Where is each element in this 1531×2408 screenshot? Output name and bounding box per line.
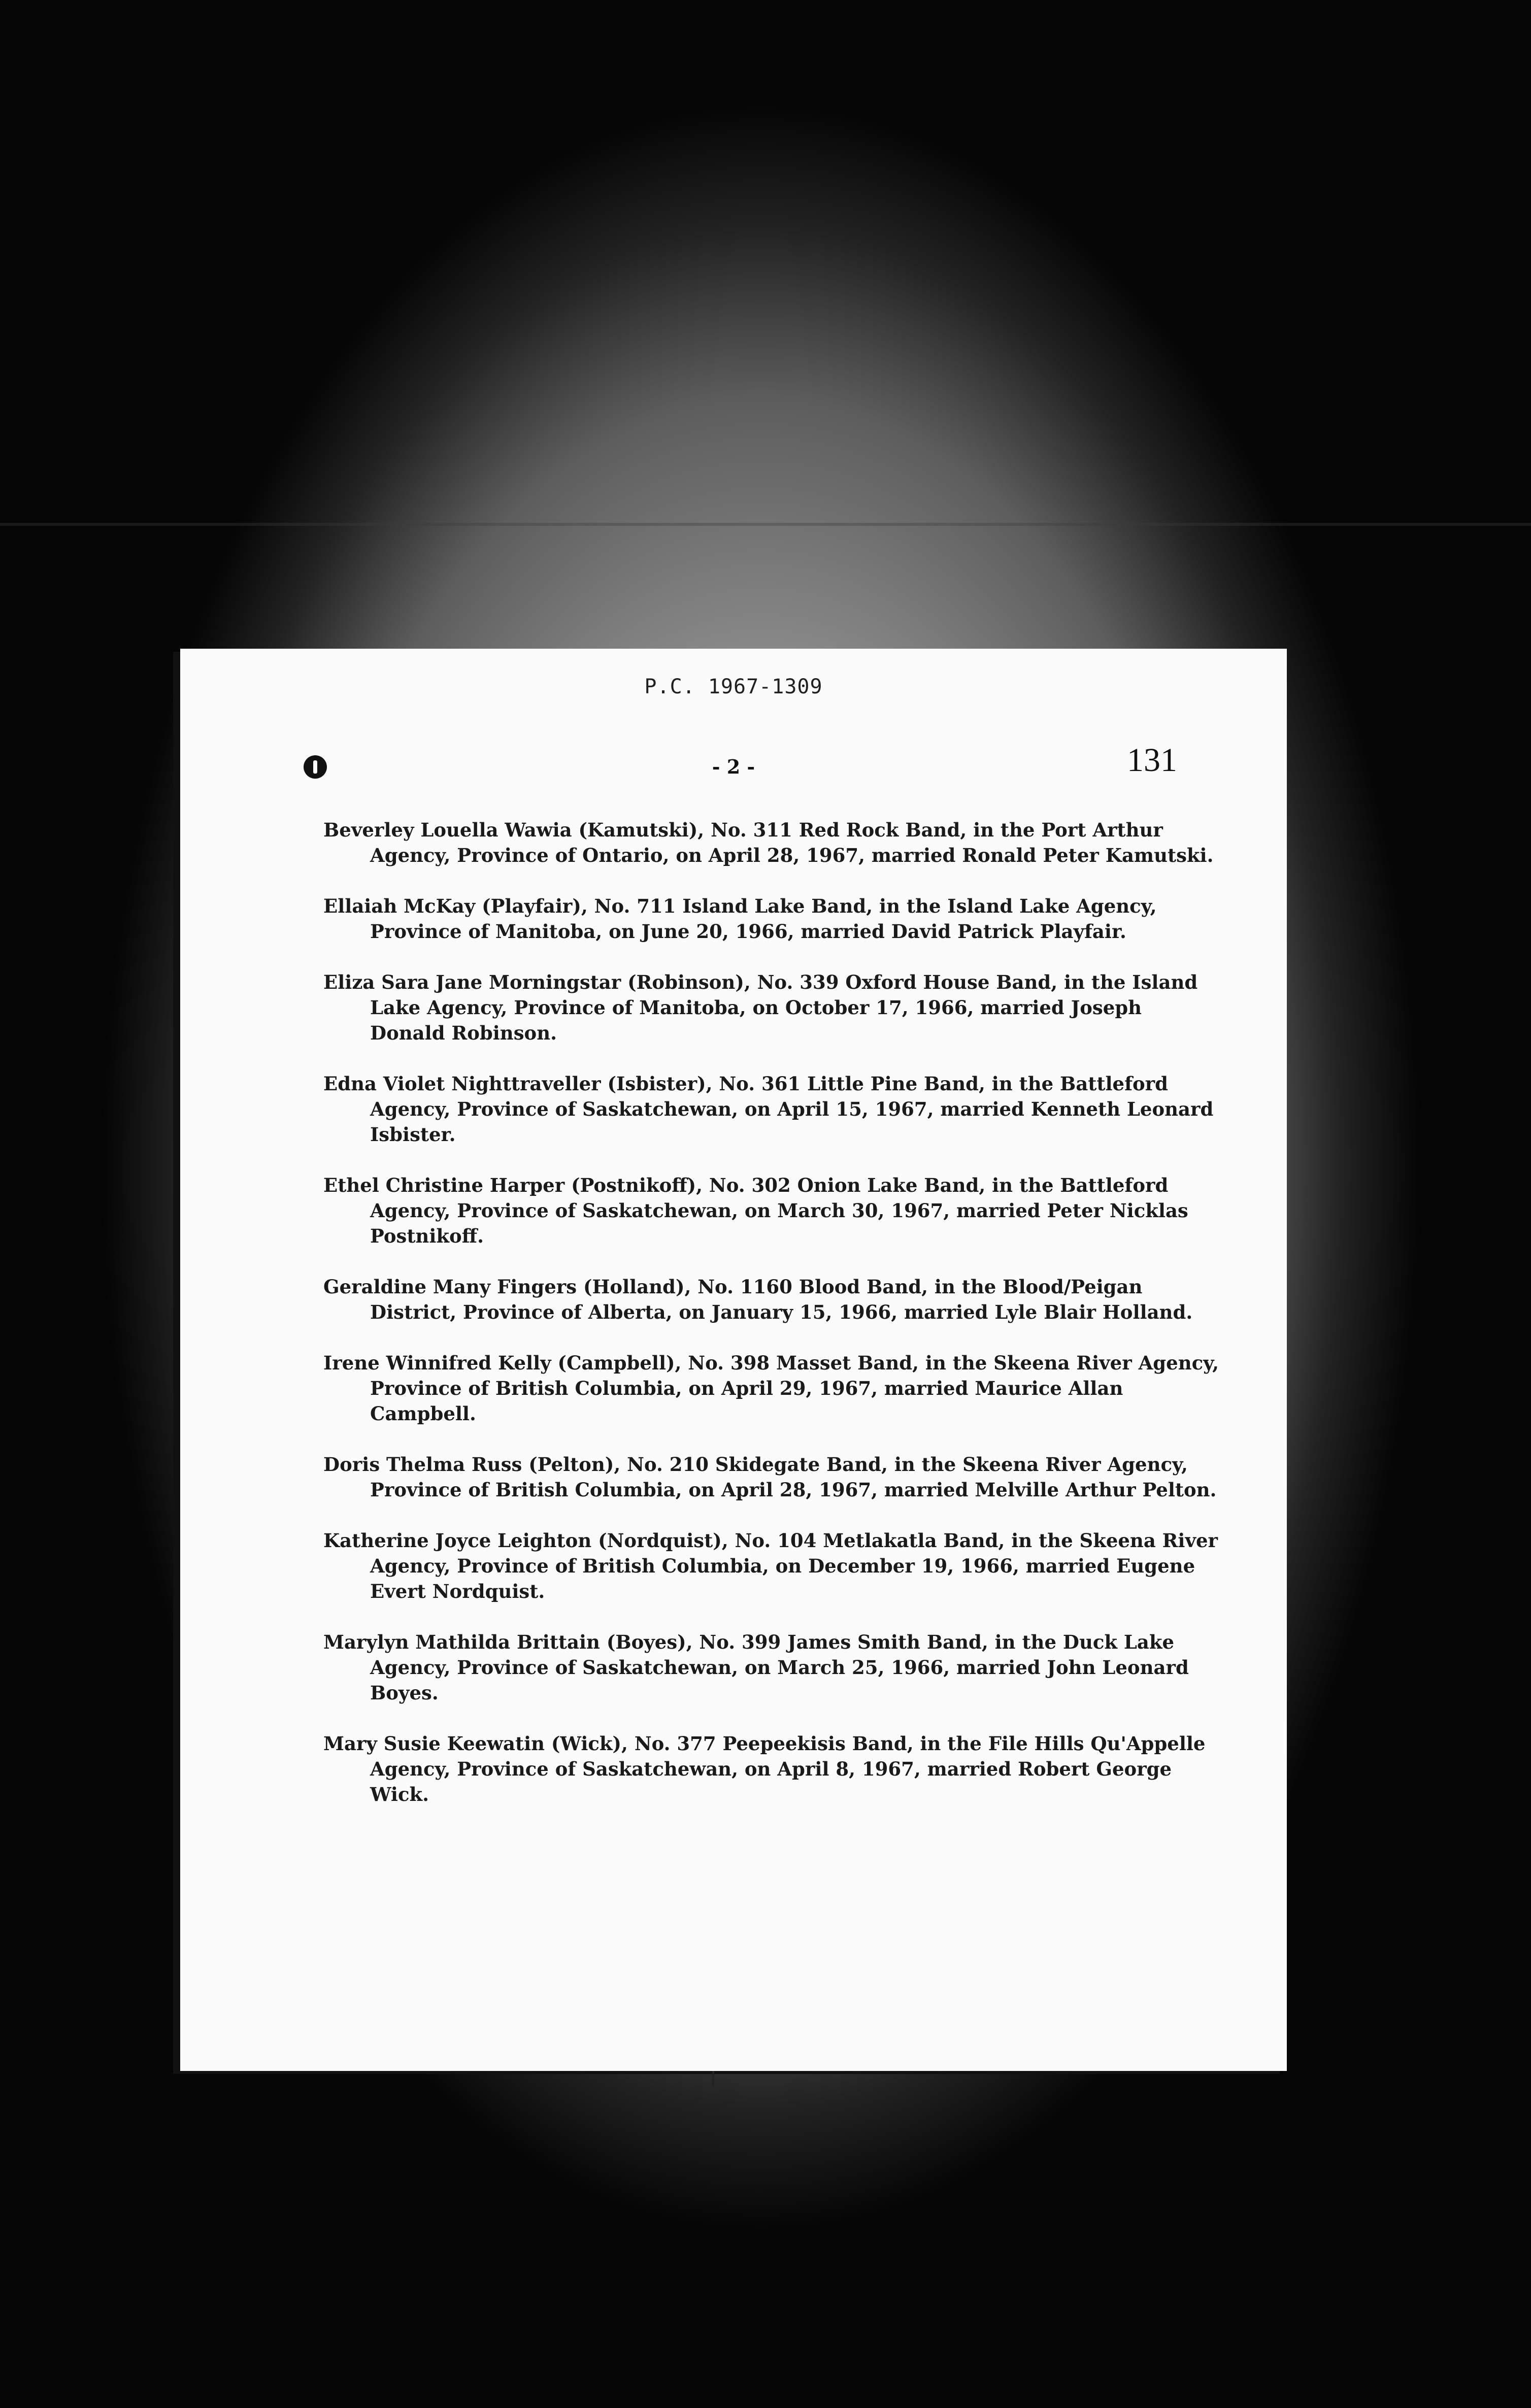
entry-item: Geraldine Many Fingers (Holland), No. 1160 Blood Band, in the Blood/Peigan District, Province of Alberta, on January 15, 1966, married Lyle Blair Holland. [323, 1276, 1193, 1323]
order-reference: P.C. 1967-1309 [644, 675, 823, 698]
entry-item: Beverley Louella Wawia (Kamutski), No. 311 Red Rock Band, in the Port Arthur Agency, Province of Ontario, on April 28, 1967, married Ronald Peter Kamutski. [323, 819, 1214, 866]
entry-item: Mary Susie Keewatin (Wick), No. 377 Peepeekisis Band, in the File Hills Qu'Appelle Agency, Province of Saskatchewan, on April 8, 1967, married Robert George Wick. [323, 1732, 1206, 1805]
entry-item: Ethel Christine Harper (Postnikoff), No. 302 Onion Lake Band, in the Battleford Agency, Province of Saskatchewan, on March 30, 1967, married Peter Nicklas Postnikoff. [323, 1174, 1188, 1247]
entry-item: Ellaiah McKay (Playfair), No. 711 Island Lake Band, in the Island Lake Agency, Province of Manitoba, on June 20, 1966, married David Patrick Playfair. [323, 895, 1157, 943]
entry-list [323, 798, 1222, 1832]
document-page [180, 649, 1287, 2071]
folio-number: 131 [1127, 742, 1177, 779]
entry-item: Katherine Joyce Leighton (Nordquist), No. 104 Metlakatla Band, in the Skeena River Agency, Province of British Columbia, on December 19, 1966, married Eugene Evert Nordquist. [323, 1529, 1218, 1602]
entry-item: Eliza Sara Jane Morningstar (Robinson), No. 339 Oxford House Band, in the Island Lake Agency, Province of Manitoba, on October 17, 1966, married Joseph Donald Robinson. [323, 971, 1198, 1044]
entry-item: Doris Thelma Russ (Pelton), No. 210 Skidegate Band, in the Skeena River Agency, Province of British Columbia, on April 28, 1967, married Melville Arthur Pelton. [323, 1453, 1217, 1501]
page-marker: - 2 - [712, 755, 755, 778]
fold-mark [712, 2071, 714, 2086]
entry-item: Marylyn Mathilda Brittain (Boyes), No. 399 James Smith Band, in the Duck Lake Agency, Province of Saskatchewan, on March 25, 1966, married John Leonard Boyes. [323, 1631, 1189, 1704]
entry-item: Irene Winnifred Kelly (Campbell), No. 398 Masset Band, in the Skeena River Agency, Province of British Columbia, on April 29, 1967, married Maurice Allan Campbell. [323, 1352, 1219, 1425]
entry-item: Edna Violet Nighttraveller (Isbister), No. 361 Little Pine Band, in the Battleford Agency, Province of Saskatchewan, on April 15, 1967, married Kenneth Leonard Isbister. [323, 1073, 1214, 1146]
